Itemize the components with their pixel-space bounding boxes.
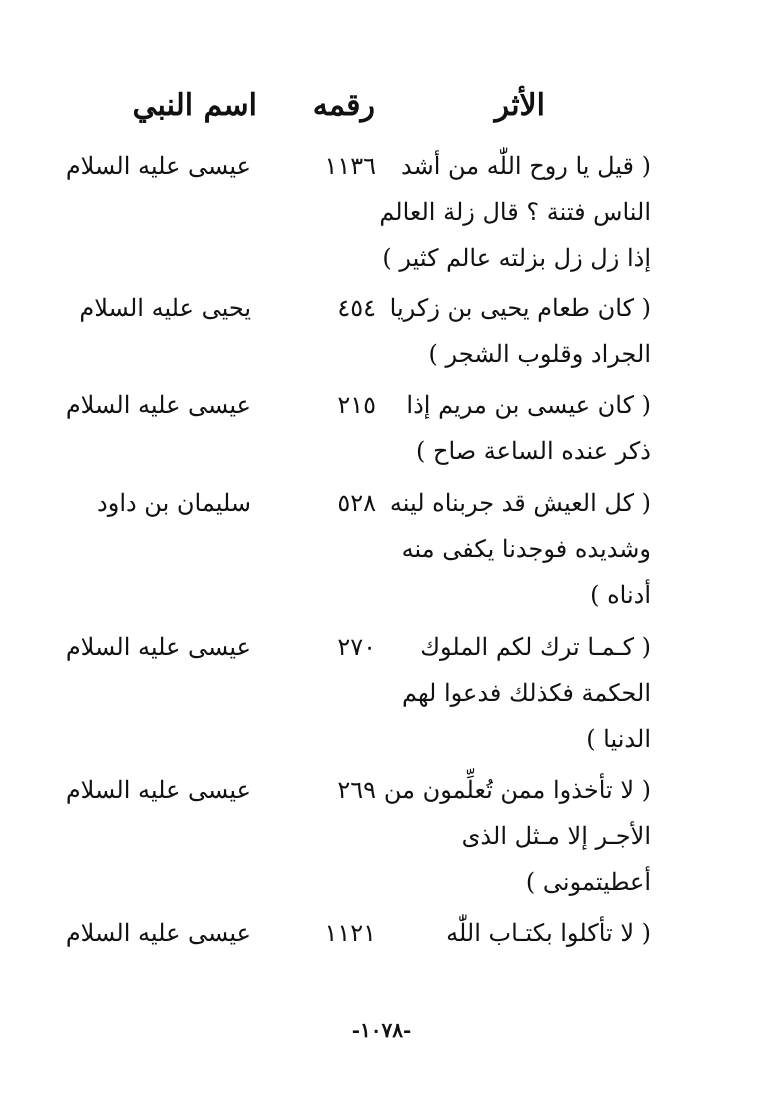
text-line: إذا زل زل بزلته عالم كثير ) [382, 244, 651, 272]
entry-number: ٥٢٨ [337, 489, 376, 517]
entry-number: ٢٧٠ [337, 633, 376, 661]
text-line: ذكر عنده الساعة صاح ) [415, 437, 651, 465]
header-athar: الأثر [494, 88, 545, 123]
text-line: ( كل العيش قد جربناه لينه [389, 489, 651, 517]
text-line: الناس فتنة ؟ قال زلة العالم [379, 198, 651, 226]
entry-number: ٢٦٩ [337, 776, 376, 804]
text-line: ( كان طعام يحيى بن زكريا [389, 294, 651, 322]
entry-5 [65, 624, 651, 774]
text-line: الدنيا ) [586, 725, 651, 753]
text-line: أدناه ) [590, 581, 651, 609]
text-line: وشديده فوجدنا يكفى منه [401, 535, 651, 563]
text-line: ( قيل يا روح اللّٰه من أشد [401, 152, 651, 180]
entry-text [391, 624, 651, 762]
entry-text [379, 143, 651, 281]
entry-6 [65, 767, 651, 917]
entry-4 [97, 480, 651, 630]
entry-number: ٢١٥ [337, 391, 376, 419]
text-line: الأجـر إلا مـثل الذى [461, 822, 651, 850]
entry-text [391, 285, 651, 377]
entry-text [383, 767, 651, 905]
header-number: رقمه [312, 88, 375, 123]
text-line: الجراد وقلوب الشجر ) [428, 340, 651, 368]
entry-prophet: سليمان بن داود [97, 489, 251, 517]
entry-1 [65, 143, 651, 293]
entry-prophet: عيسى عليه السلام [65, 152, 251, 180]
entry-number: ١١٣٦ [324, 152, 376, 180]
entry-text [391, 480, 651, 618]
text-line: ( لا تأكلوا بكتـاب اللّٰه [446, 919, 651, 947]
entry-number: ١١٢١ [324, 919, 376, 947]
header-prophet-name: اسم النبي [132, 88, 257, 123]
entry-text [391, 910, 651, 956]
entry-prophet: عيسى عليه السلام [65, 776, 251, 804]
page-number: -١٠٧٨- [351, 1018, 412, 1042]
entry-prophet: عيسى عليه السلام [65, 633, 251, 661]
entry-text [391, 382, 651, 474]
text-line: ( لا تأخذوا ممن تُعلِّمون من [383, 776, 651, 804]
entry-number: ٤٥٤ [337, 294, 376, 322]
text-line: ( كـمـا ترك لكم الملوك [420, 633, 651, 661]
text-line: أعطيتمونى ) [525, 868, 651, 896]
text-line: ( كان عيسى بن مريم إذا [406, 391, 651, 419]
entry-prophet: عيسى عليه السلام [65, 919, 251, 947]
entry-prophet: يحيى عليه السلام [79, 294, 251, 322]
text-line: الحكمة فكذلك فدعوا لهم [401, 679, 651, 707]
entry-prophet: عيسى عليه السلام [65, 391, 251, 419]
